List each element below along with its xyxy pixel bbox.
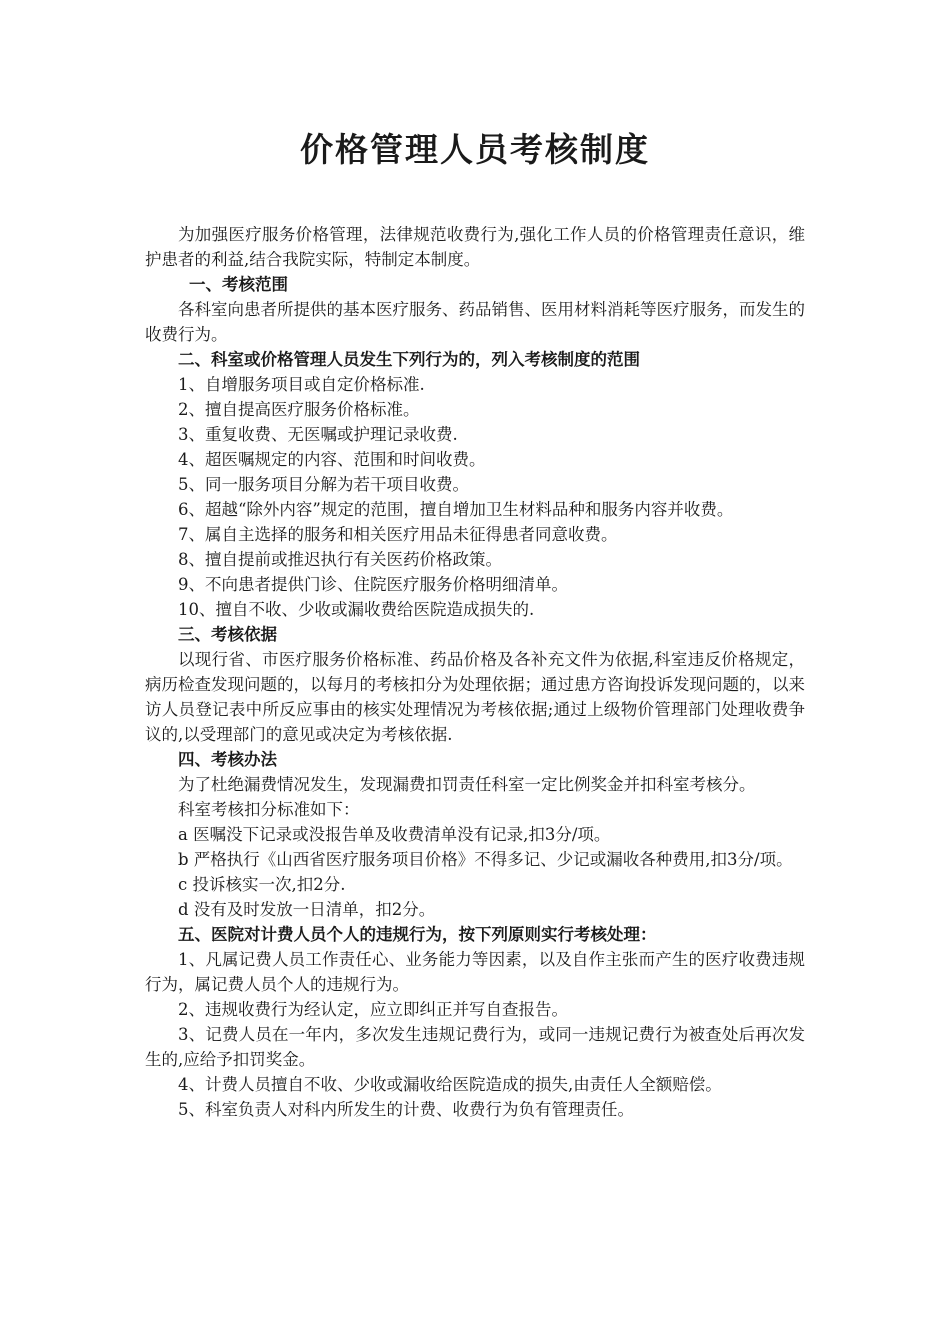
list-item: 6、超越“除外内容”规定的范围，擅自增加卫生材料品种和服务内容并收费。 (178, 500, 734, 519)
list-item: a 医嘱没下记录或没报告单及收费清单没有记录,扣3分/项。 (178, 825, 611, 844)
list-item: 1、凡属记费人员工作责任心、业务能力等因素，以及自作主张而产生的医疗收费违规行为，属记费人员个人的违规行为。 (145, 950, 805, 994)
section-heading-scope: 一、考核范围 (189, 275, 288, 294)
document-title: 价格管理人员考核制度 (300, 130, 650, 169)
list-item: 5、同一服务项目分解为若干项目收费。 (178, 475, 469, 494)
section-heading-basis: 三、考核依据 (178, 625, 277, 644)
body-paragraph: 以现行省、市医疗服务价格标准、药品价格及各补充文件为依据,科室违反价格规定，病历检查发现问题的，以每月的考核扣分为处理依据；通过患方咨询投诉发现问题的，以来访人员登记表中所反应事由的核实处理情况为考核依据;通过上级物价管理部门处理收费争议的,以受理部门的意见或决定为考核依据. (145, 650, 805, 744)
list-item: c 投诉核实一次,扣2分. (178, 875, 346, 894)
body-paragraph: 各科室向患者所提供的基本医疗服务、药品销售、医用材料消耗等医疗服务，而发生的收费行为。 (145, 300, 805, 344)
list-item: 2、擅自提高医疗服务价格标准。 (178, 400, 420, 419)
intro-paragraph: 为加强医疗服务价格管理，法律规范收费行为,强化工作人员的价格管理责任意识，维护患者的利益,结合我院实际，特制定本制度。 (145, 225, 805, 269)
list-item: d 没有及时发放一日清单，扣2分。 (178, 900, 436, 919)
list-item: 7、属自主选择的服务和相关医疗用品未征得患者同意收费。 (178, 525, 618, 544)
list-item: 10、擅自不收、少收或漏收费给医院造成损失的. (178, 600, 535, 619)
list-item: 3、记费人员在一年内，多次发生违规记费行为，或同一违规记费行为被查处后再次发生的,应给予扣罚奖金。 (145, 1025, 805, 1069)
list-item: 4、超医嘱规定的内容、范围和时间收费。 (178, 450, 486, 469)
section-heading-personal-violations: 五、医院对计费人员个人的违规行为，按下列原则实行考核处理： (178, 925, 657, 944)
list-item: 3、重复收费、无医嘱或护理记录收费. (178, 425, 458, 444)
list-item: 4、计费人员擅自不收、少收或漏收给医院造成的损失,由责任人全额赔偿。 (178, 1075, 722, 1094)
list-item: b 严格执行《山西省医疗服务项目价格》不得多记、少记或漏收各种费用,扣3分/项。 (178, 850, 793, 869)
list-item: 2、违规收费行为经认定，应立即纠正并写自查报告。 (178, 1000, 568, 1019)
list-item: 1、自增服务项目或自定价格标准. (178, 375, 425, 394)
section-heading-method: 四、考核办法 (178, 750, 277, 769)
list-item: 5、科室负责人对科内所发生的计费、收费行为负有管理责任。 (178, 1100, 634, 1119)
list-item: 8、擅自提前或推迟执行有关医药价格政策。 (178, 550, 502, 569)
list-item: 9、不向患者提供门诊、住院医疗服务价格明细清单。 (178, 575, 568, 594)
section-heading-behaviors: 二、科室或价格管理人员发生下列行为的，列入考核制度的范围 (178, 350, 640, 369)
body-paragraph: 科室考核扣分标准如下： (178, 800, 360, 819)
document-body (145, 222, 805, 1122)
body-paragraph: 为了杜绝漏费情况发生，发现漏费扣罚责任科室一定比例奖金并扣科室考核分。 (178, 775, 756, 794)
